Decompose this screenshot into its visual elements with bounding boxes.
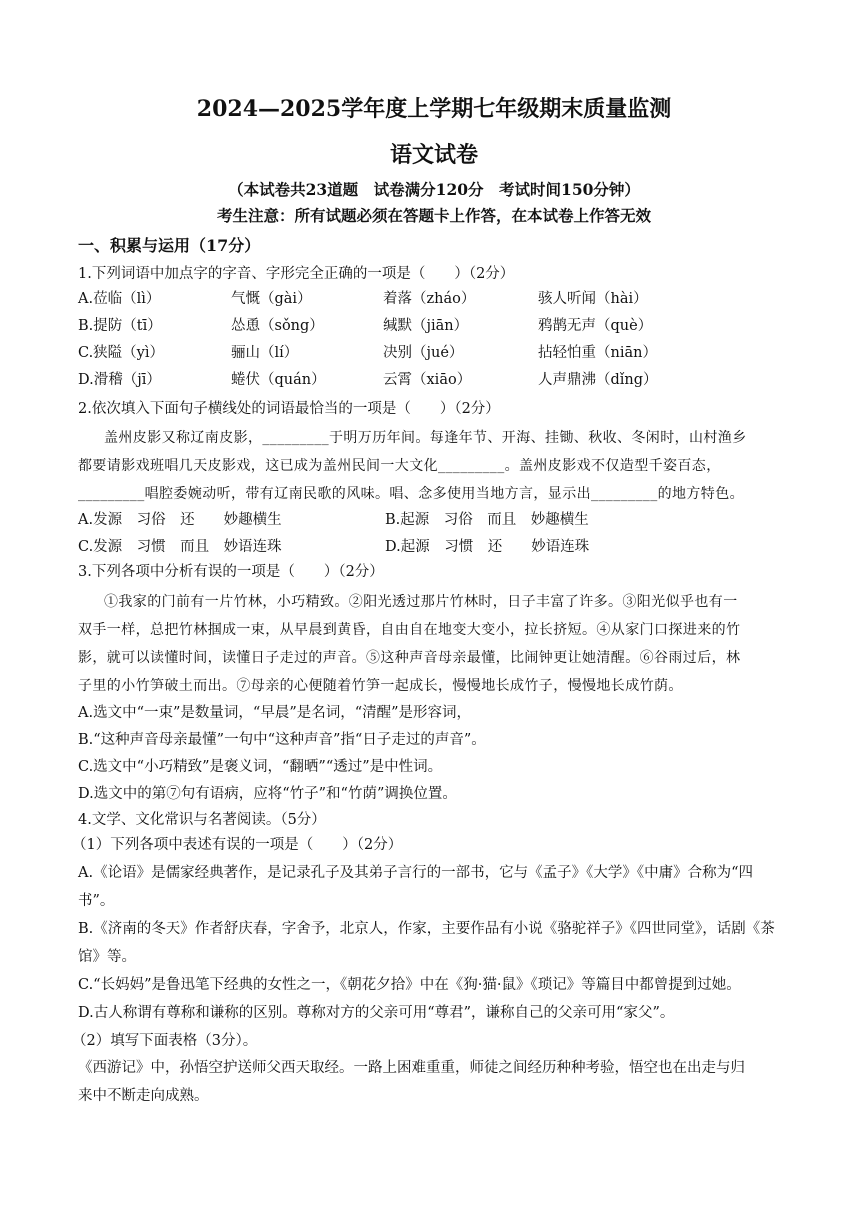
- q3-passage-line: ①我家的门前有一片竹林，小巧精致。②阳光透过那片竹林时，日子丰富了许多。③阳光似乎也有一: [104, 594, 738, 610]
- q4-option-a-cont: 书”。: [78, 893, 115, 909]
- exam-subtitle: 语文试卷: [389, 142, 478, 168]
- q1-stem: 1.下列词语中加点字的字音、字形完全正确的一项是（ ）（2分）: [78, 266, 515, 282]
- q3-passage-line: 子里的小竹笋破土而出。⑦母亲的心便随着竹笋一起成长，慢慢地长成竹子，慢慢地长成竹荫。: [78, 678, 683, 694]
- q4-option-b-cont: 馆》等。: [78, 949, 136, 965]
- exam-notice: 考生注意：所有试题必须在答题卡上作答，在本试卷上作答无效: [216, 206, 651, 225]
- q3-stem: 3.下列各项中分析有误的一项是（ ）（2分）: [78, 564, 384, 580]
- exam-info: （本试卷共23道题 试卷满分120分 考试时间150分钟）: [228, 180, 640, 199]
- q2-option-a: A.发源 习俗 还 妙趣横生: [78, 512, 282, 528]
- q1-b-1: B.提防（tī）: [78, 318, 162, 334]
- q4-sub1-stem: （1）下列各项中表述有误的一项是（ ）（2分）: [72, 837, 403, 853]
- q1-b-4: 鸦鹊无声（què）: [538, 318, 653, 334]
- q2-options-row: [78, 508, 778, 530]
- q4-option-a: A.《论语》是儒家经典著作，是记录孔子及其弟子言行的一部书，它与《孟子》《大学》《中庸》合称为“四: [78, 865, 753, 881]
- q1-c-4: 拈轻怕重（niān）: [538, 345, 657, 361]
- q4-passage-line: 《西游记》中，孙悟空护送师父西天取经。一路上困难重重，师徒之间经历种种考验，悟空也在出走与归: [78, 1060, 745, 1076]
- q1-d-2: 蜷伏（quán）: [231, 372, 326, 388]
- q4-stem: 4.文学、文化常识与名著阅读。（5分）: [78, 812, 326, 828]
- q1-a-4: 骇人听闻（hài）: [538, 291, 648, 307]
- q2-passage-line: 都要请影戏班唱几天皮影戏，这已成为盖州民间一大文化_________。盖州皮影戏不仅造型千姿百态，: [78, 458, 721, 474]
- q1-a-1: A.莅临（lì）: [78, 291, 161, 307]
- q1-a-2: 气慨（gài）: [231, 291, 312, 307]
- q1-d-3: 云霄（xiāo）: [383, 372, 472, 388]
- q1-c-3: 决别（jué）: [383, 345, 464, 361]
- q1-a-3: 着落（zháo）: [383, 291, 476, 307]
- q3-option-d: D.选文中的第⑦句有语病，应将“竹子”和“竹荫”调换位置。: [78, 786, 457, 802]
- q3-passage-line: 双手一样，总把竹林掴成一束，从早晨到黄昏，自由自在地变大变小，拉长挤短。④从家门口探进来的竹: [78, 622, 741, 638]
- q4-passage-line: 来中不断走向成熟。: [78, 1088, 209, 1104]
- q1-row-c: [78, 341, 778, 363]
- q1-row-a: [78, 287, 778, 309]
- q2-option-b: B.起源 习俗 而且 妙趣横生: [385, 512, 589, 528]
- q4-option-b: B.《济南的冬天》作者舒庆春，字舍予，北京人，作家，主要作品有小说《骆驼祥子》《四世同堂》，话剧《茶: [78, 921, 775, 937]
- exam-title: 2024—2025学年度上学期七年级期末质量监测: [196, 96, 672, 122]
- q1-c-1: C.狭隘（yì）: [78, 345, 165, 361]
- q1-row-b: [78, 314, 778, 336]
- section-heading: 一、积累与运用（17分）: [78, 236, 261, 255]
- q2-option-d: D.起源 习惯 还 妙语连珠: [385, 539, 590, 555]
- q3-option-c: C.选文中“小巧精致”是褒义词，“翻晒”“透过”是中性词。: [78, 759, 443, 775]
- q3-passage-line: 影，就可以读懂时间，读懂日子走过的声音。⑤这种声音母亲最懂，比闹钟更让她清醒。⑥谷雨过后，林: [78, 650, 741, 666]
- q4-option-d: D.古人称谓有尊称和谦称的区别。尊称对方的父亲可用“尊君”，谦称自己的父亲可用“家父”。: [78, 1005, 675, 1021]
- q2-passage-line: 盖州皮影又称辽南皮影，_________于明万历年间。每逢年节、开海、挂锄、秋收、冬闲时，山村渔乡: [104, 430, 747, 446]
- q1-d-4: 人声鼎沸（dǐng）: [538, 372, 658, 388]
- q2-option-c: C.发源 习惯 而且 妙语连珠: [78, 539, 282, 555]
- q1-d-1: D.滑稽（jī）: [78, 372, 161, 388]
- q2-options-row: [78, 535, 778, 557]
- q3-option-a: A.选文中“一束”是数量词，“早晨”是名词，“清醒”是形容词，: [78, 705, 472, 721]
- q1-b-3: 缄默（jiān）: [383, 318, 469, 334]
- q3-option-b: B.“这种声音母亲最懂”一句中“这种声音”指“日子走过的声音”。: [78, 732, 486, 748]
- q4-sub2-stem: （2）填写下面表格（3分）。: [72, 1033, 258, 1049]
- q2-stem: 2.依次填入下面句子横线处的词语最恰当的一项是（ ）（2分）: [78, 401, 500, 417]
- q2-passage-line: _________唱腔委婉动听，带有辽南民歌的风味。唱、念多使用当地方言，显示出_________的地方特色。: [78, 486, 744, 502]
- q1-row-d: [78, 368, 778, 390]
- q1-c-2: 骊山（lí）: [231, 345, 299, 361]
- q4-option-c: C.“长妈妈”是鲁迅笔下经典的女性之一，《朝花夕拾》中在《狗·猫·鼠》《琐记》等篇目中都曾提到过她。: [78, 977, 741, 993]
- q1-b-2: 怂恿（sǒng）: [231, 318, 324, 334]
